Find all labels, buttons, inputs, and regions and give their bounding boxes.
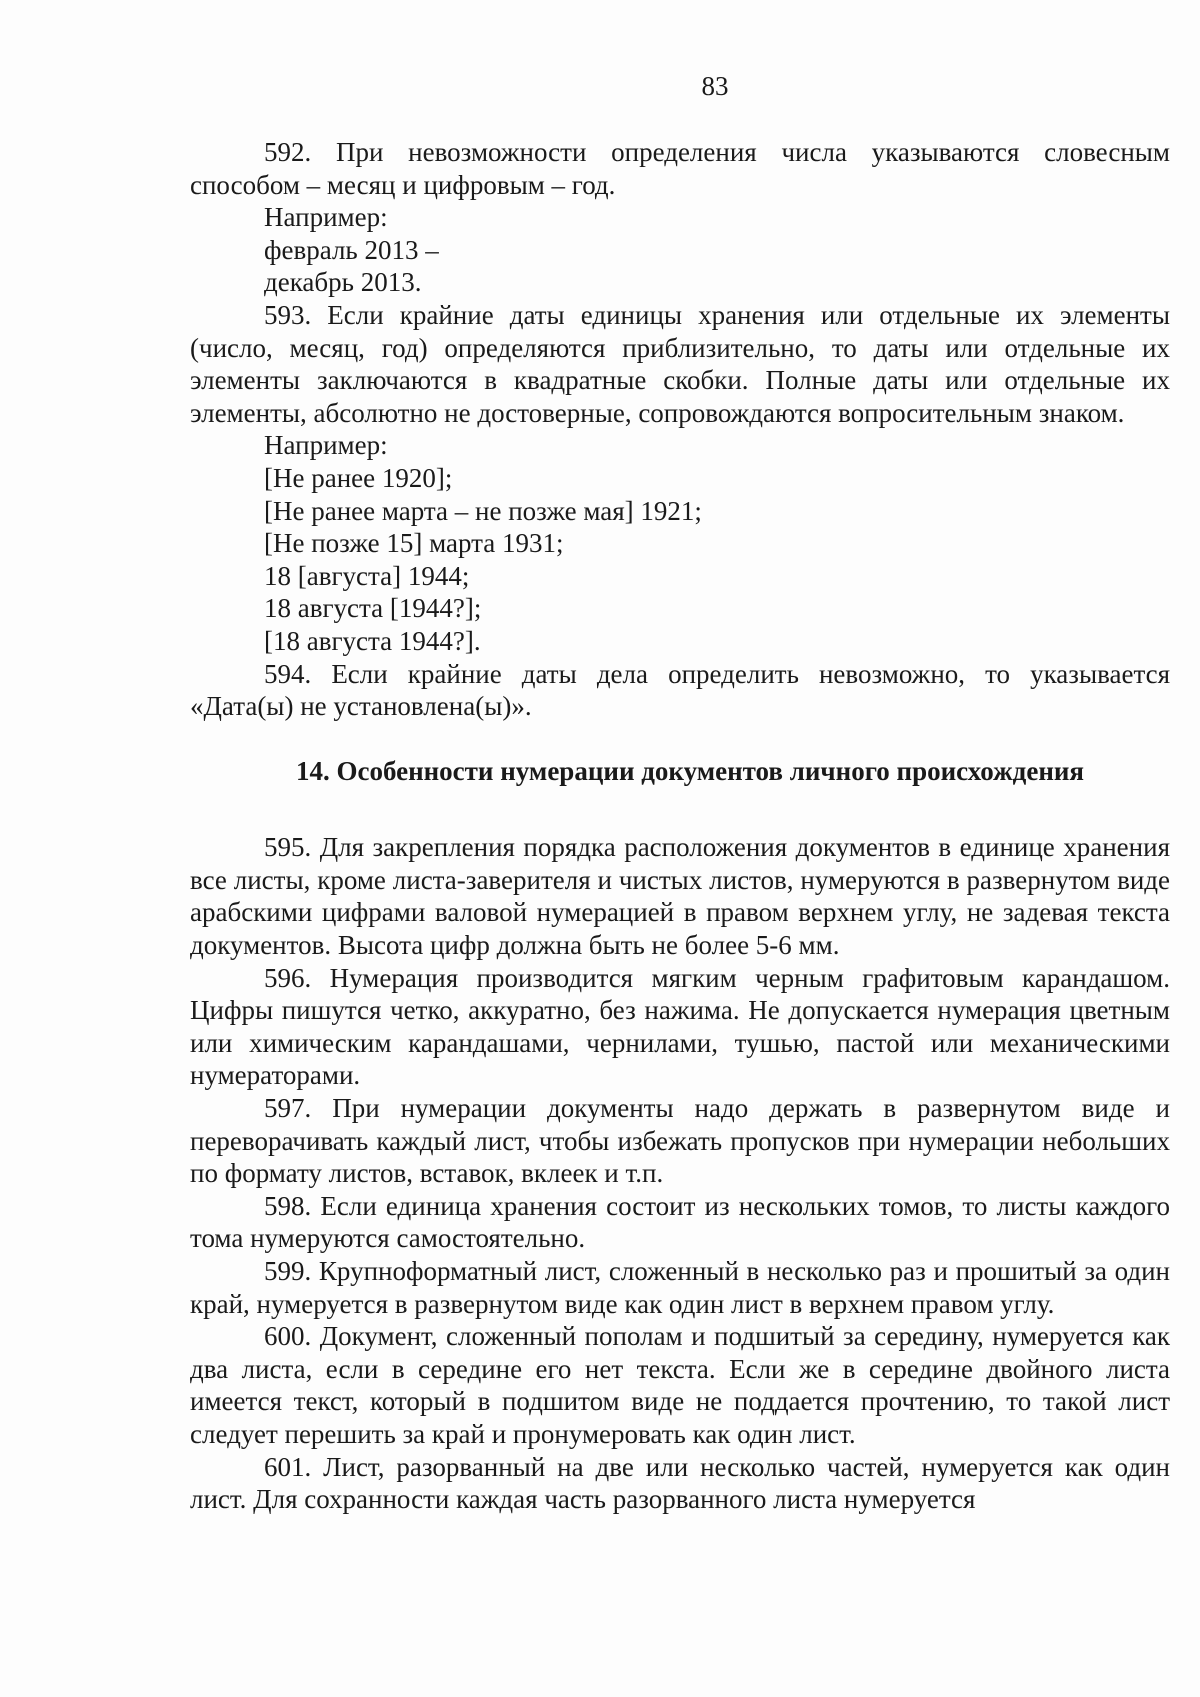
paragraph-596: 596. Нумерация производится мягким черным графитовым карандашом. Цифры пишутся четко, аккуратно, без нажима. Не допускается нумерация цветным или химическим карандашами, чернилами, тушью, пастой или механическими нумераторами. — [190, 962, 1170, 1091]
example-line: февраль 2013 – — [264, 234, 439, 265]
paragraph-600: 600. Документ, сложенный пополам и подшитый за середину, нумеруется как два листа, если в середине его нет текста. Если же в середине двойного листа имеется текст, который в подшитом виде не поддается прочтению, то такой лист следует перешить за край и пронумеровать как один лист. — [190, 1321, 1170, 1449]
example-line: [18 августа 1944?]. — [264, 625, 481, 656]
section-heading: 14. Особенности нумерации документов личного происхождения — [295, 755, 1085, 786]
paragraph-598: 598. Если единица хранения состоит из нескольких томов, то листы каждого тома нумеруются самостоятельно. — [190, 1190, 1170, 1254]
example-label: Например: — [264, 202, 388, 233]
paragraph-594: 594. Если крайние даты дела определить невозможно, то указывается «Дата(ы) не установлена(ы)». — [190, 658, 1170, 722]
example-line: декабрь 2013. — [264, 267, 422, 298]
paragraph-595: 595. Для закрепления порядка расположения документов в единице хранения все листы, кроме листа-заверителя и чистых листов, нумеруются в развернутом виде арабскими цифрами валовой нумерацией в правом верхнем углу, не задевая текста документов. Высота цифр должна быть не более 5-6 мм. — [190, 832, 1170, 961]
example-line: 18 августа [1944?]; — [264, 593, 482, 624]
example-line: 18 [августа] 1944; — [264, 560, 470, 591]
paragraph-599: 599. Крупноформатный лист, сложенный в несколько раз и прошитый за один край, нумеруется в развернутом виде как один лист в верхнем правом углу. — [190, 1256, 1170, 1319]
example-line: [Не позже 15] марта 1931; — [264, 528, 564, 559]
paragraph-601: 601. Лист, разорванный на две или несколько частей, нумеруется как один лист. Для сохранности каждая часть разорванного листа нумеруется — [190, 1451, 1170, 1515]
example-line: [Не ранее марта – не позже мая] 1921; — [264, 495, 702, 526]
example-label: Например: — [264, 430, 388, 461]
paragraph-593: 593. Если крайние даты единицы хранения или отдельные их элементы (число, месяц, год) определяются приблизительно, то даты или отдельные их элементы заключаются в квадратные скобки. Полные даты или отдельные их элементы, абсолютно не достоверные, сопровождаются вопросительным знаком. — [190, 299, 1170, 428]
example-line: [Не ранее 1920]; — [264, 462, 453, 493]
page-content — [190, 136, 1170, 1516]
paragraph-597: 597. При нумерации документы надо держать в развернутом виде и переворачивать каждый лист, чтобы избежать пропусков при нумерации небольших по формату листов, вставок, вклеек и т.п. — [190, 1093, 1170, 1189]
paragraph-592: 592. При невозможности определения числа указываются словесным способом – месяц и цифровым – год. — [190, 137, 1170, 200]
page-number: 83 — [701, 71, 729, 101]
